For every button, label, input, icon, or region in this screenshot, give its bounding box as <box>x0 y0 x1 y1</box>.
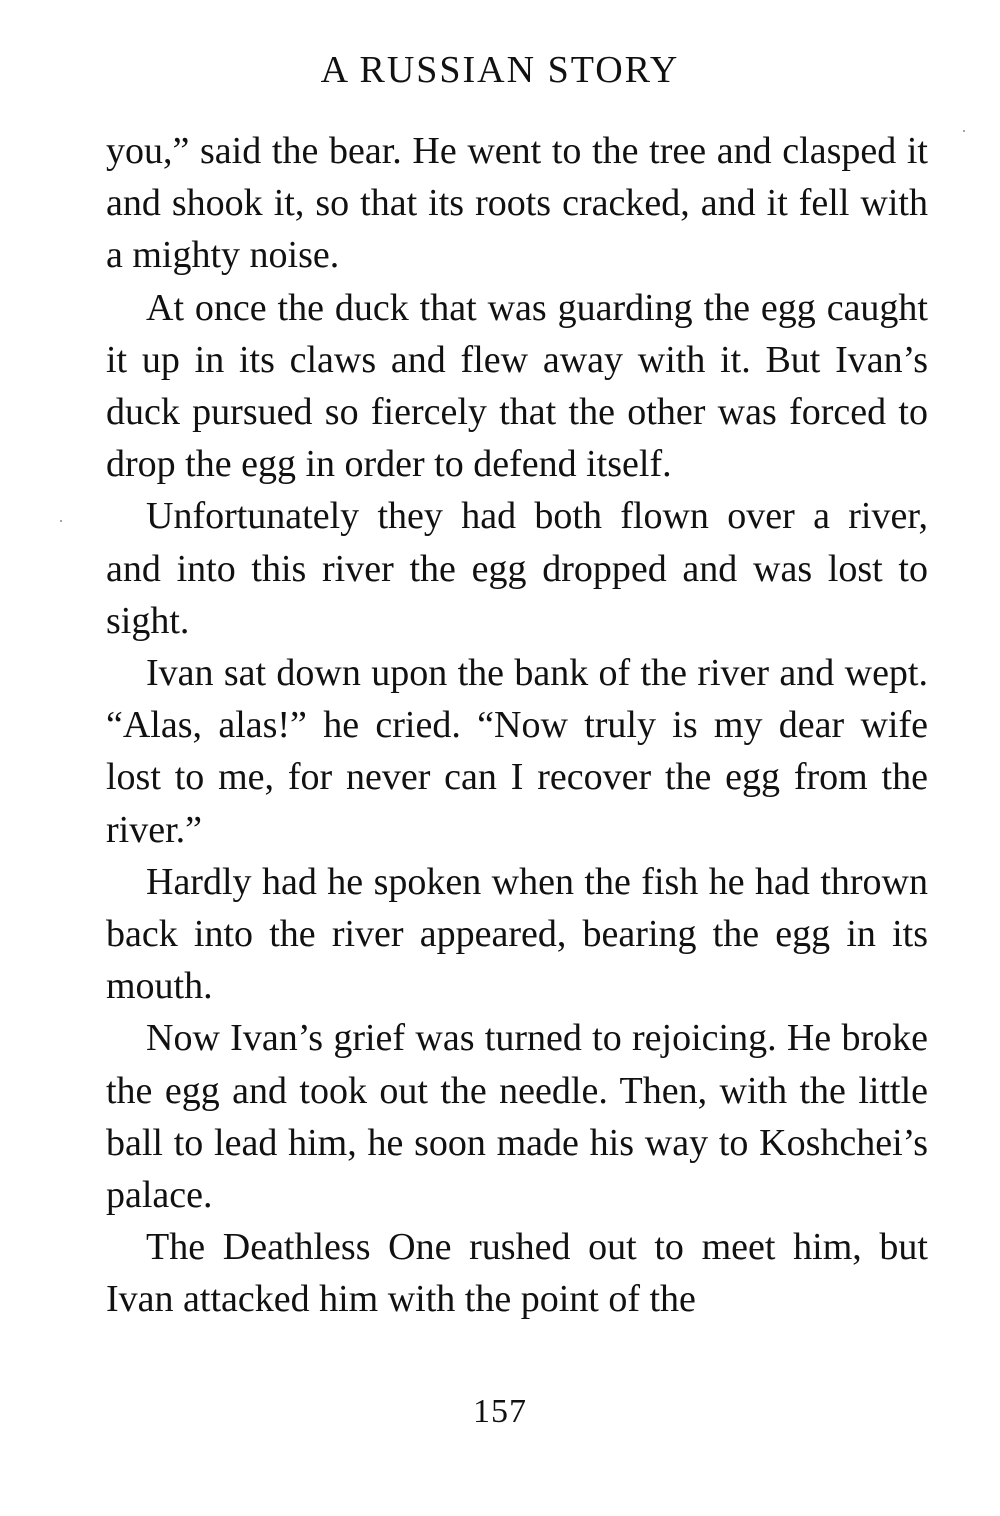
paragraph: Now Ivan’s grief was turned to rejoicing. He broke the egg and took out the needle. Then, with the little ball to lead him, he soon made his way to Koshchei’s palace. <box>106 1017 928 1217</box>
paragraph: Ivan sat down upon the bank of the river and wept. “Alas, alas!” he cried. “Now truly is my dear wife lost to me, for never can I recover the egg from the river.” <box>106 652 928 851</box>
paragraph: Hardly had he spoken when the fish he had thrown back into the river appeared, bearing the egg in its mouth. <box>106 860 928 1008</box>
paragraph: At once the duck that was guarding the egg caught it up in its claws and flew away with it. But Ivan’s duck pursued so fiercely that the other was forced to drop the egg in order to defend itself. <box>106 286 928 486</box>
page-number: 157 <box>473 1393 527 1430</box>
body-text <box>106 125 928 1326</box>
scan-speck <box>60 520 62 522</box>
paragraph-continuation: you,” said the bear. He went to the tree and clasped it and shook it, so that its roots cracked, and it fell with a mighty noise. <box>106 130 928 277</box>
running-head: A RUSSIAN STORY <box>320 49 680 91</box>
paragraph: Unfortunately they had both flown over a river, and into this river the egg dropped and was lost to sight. <box>106 495 928 642</box>
scan-speck <box>963 130 965 132</box>
paragraph: The Deathless One rushed out to meet him, but Ivan attacked him with the point of the <box>106 1226 928 1321</box>
